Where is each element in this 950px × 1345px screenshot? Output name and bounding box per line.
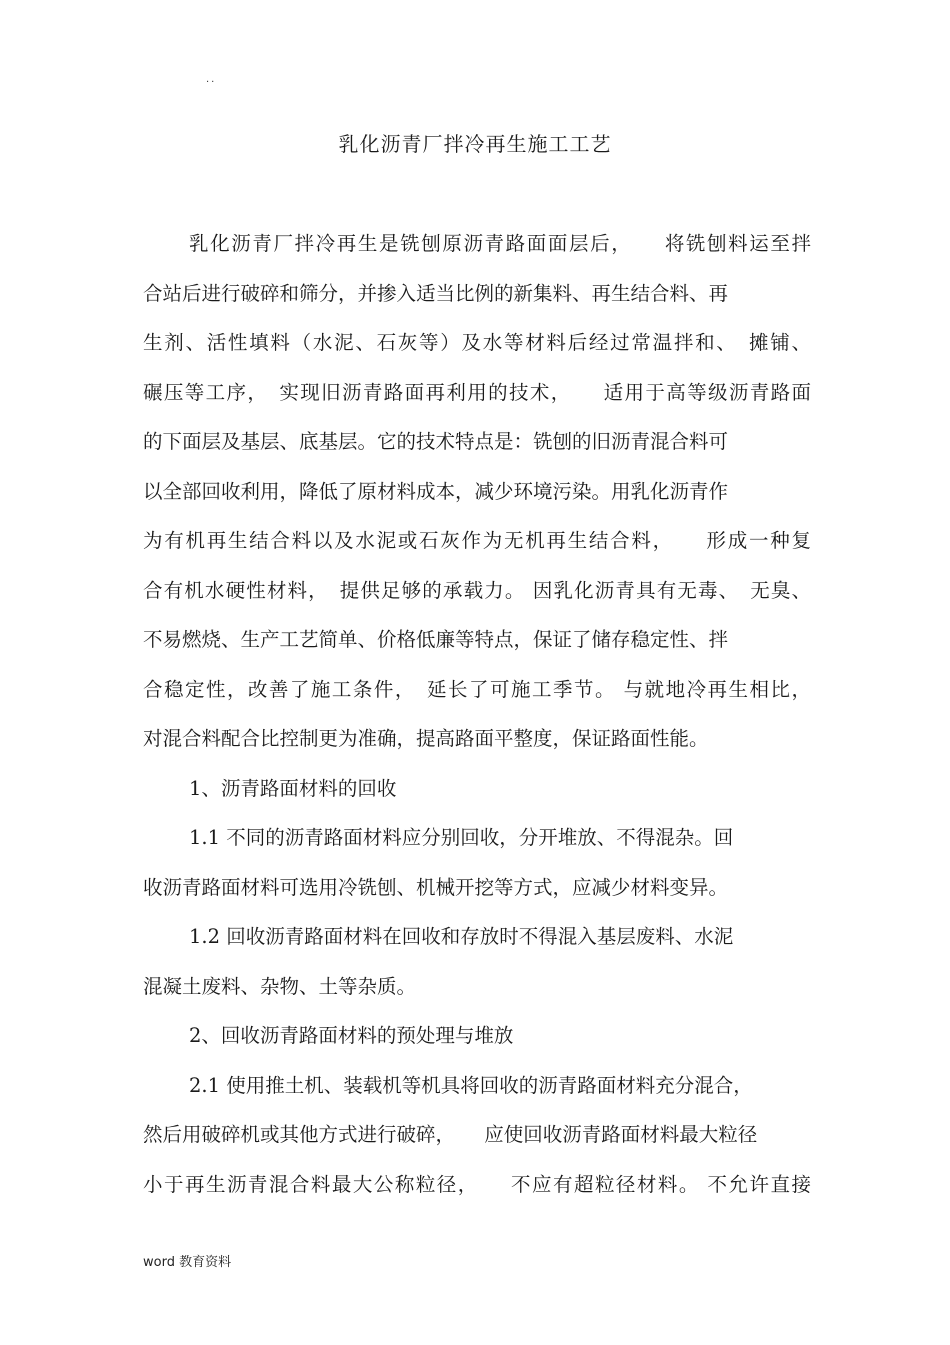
paragraph-line: 1.2 回收沥青路面材料在回收和存放时不得混入基层废料、水泥 xyxy=(189,925,734,948)
paragraph-line: 小于再生沥青混合料最大公称粒径， 不应有超粒径材料。 不允许直接 xyxy=(143,1172,811,1196)
document-body xyxy=(143,226,811,1216)
paragraph-line: 1.1 不同的沥青路面材料应分别回收，分开堆放、不得混杂。回 xyxy=(189,826,734,849)
paragraph-line: 混凝土废料、杂物、土等杂质。 xyxy=(143,974,417,998)
paragraph-line: 以全部回收利用，降低了原材料成本，减少环境污染。用乳化沥青作 xyxy=(143,479,729,503)
paragraph-line: 收沥青路面材料可选用冷铣刨、机械开挖等方式，应减少材料变异。 xyxy=(143,875,729,899)
paragraph-line: 合有机水硬性材料， 提供足够的承载力。 因乳化沥青具有无毒、 无臭、 xyxy=(143,578,811,602)
page-footer: word 教育资料 xyxy=(143,1255,232,1270)
paragraph-line: 对混合料配合比控制更为准确，提高路面平整度，保证路面性能。 xyxy=(143,727,709,750)
paragraph-line: 生剂、活性填料（水泥、石灰等）及水等材料后经过常温拌和、 摊铺、 xyxy=(143,331,811,354)
paragraph-line: 为有机再生结合料以及水泥或石灰作为无机再生结合料， 形成一种复 xyxy=(143,529,811,552)
section-heading: 2、回收沥青路面材料的预处理与堆放 xyxy=(189,1024,514,1047)
document-title: 乳化沥青厂拌冷再生施工工艺 xyxy=(338,132,612,156)
header-mark: .. xyxy=(206,74,217,85)
paragraph-line: 然后用破碎机或其他方式进行破碎， 应使回收沥青路面材料最大粒径 xyxy=(143,1123,758,1146)
paragraph-line: 的下面层及基层、底基层。它的技术特点是：铣刨的旧沥青混合料可 xyxy=(143,430,729,453)
paragraph-line: 碾压等工序， 实现旧沥青路面再利用的技术， 适用于高等级沥青路面 xyxy=(143,380,811,404)
paragraph-line: 2.1 使用推土机、装载机等机具将回收的沥青路面材料充分混合， xyxy=(189,1073,753,1097)
paragraph-line: 不易燃烧、生产工艺简单、价格低廉等特点，保证了储存稳定性、拌 xyxy=(143,628,729,651)
paragraph-line: 合站后进行破碎和筛分，并掺入适当比例的新集料、再生结合料、再 xyxy=(143,281,729,305)
paragraph-line: 合稳定性，改善了施工条件， 延长了可施工季节。 与就地冷再生相比， xyxy=(143,677,811,701)
section-heading: 1、沥青路面材料的回收 xyxy=(189,776,397,800)
paragraph-line: 乳化沥青厂拌冷再生是铣刨原沥青路面面层后， 将铣刨料运至拌 xyxy=(189,232,811,255)
